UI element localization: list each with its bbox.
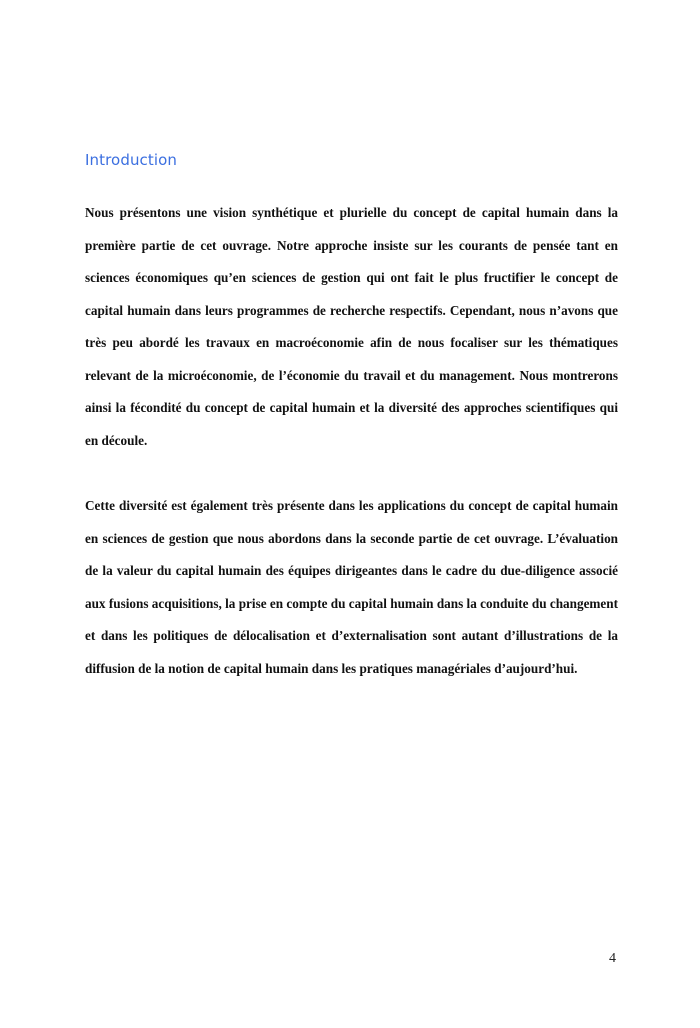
paragraph-1: Nous présentons une vision synthétique et plurielle du concept de capital humain dans la première partie de cet ouvrage. Notre approche insiste sur les courants de pensée tant en sciences économiques qu’en sciences de gestion qui ont fait le plus fructifier le concept de capital humain dans leurs programmes de recherche respectifs. Cependant, nous n’avons que très peu abordé les travaux en macroéconomie afin de nous focaliser sur les thématiques relevant de la microéconomie, de l’économie du travail et du management. Nous montrerons ainsi la fécondité du concept de capital humain et la diversité des approches scientifiques qui en découle. [85,205,618,448]
page-number: 4 [609,951,616,966]
section-heading: Introduction [85,151,178,169]
paragraph-2: Cette diversité est également très présente dans les applications du concept de capital humain en sciences de gestion que nous abordons dans la seconde partie de cet ouvrage. L’évaluation de la valeur du capital humain des équipes dirigeantes dans le cadre du due-diligence associé aux fusions acquisitions, la prise en compte du capital humain dans la conduite du changement et dans les politiques de délocalisation et d’externalisation sont autant d’illustrations de la diffusion de la notion de capital humain dans les pratiques managériales d’aujourd’hui. [85,498,618,676]
